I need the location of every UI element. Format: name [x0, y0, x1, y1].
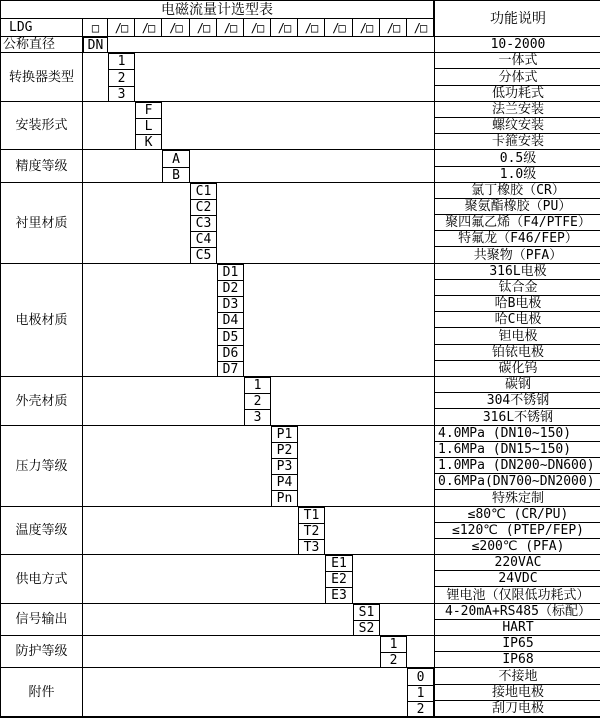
function-cell: 220VAC: [434, 555, 600, 571]
function-cell: 接地电极: [434, 685, 600, 701]
code-cell: S2: [353, 620, 380, 636]
function-cell: 法兰安装: [434, 102, 600, 118]
function-cell: 1.0MPa (DN200~DN600): [434, 458, 600, 474]
code-cell: T2: [298, 523, 325, 539]
code-cell: D3: [217, 296, 244, 312]
blank-cell: [271, 377, 434, 426]
code-cell: Pn: [271, 490, 298, 507]
function-cell: 304不锈钢: [434, 393, 600, 409]
function-cell: 不接地: [434, 668, 600, 685]
function-cell: 钛合金: [434, 280, 600, 296]
function-cell: IP68: [434, 652, 600, 668]
category-cell: 附件: [1, 668, 83, 717]
code-cell: D2: [217, 280, 244, 296]
blank-cell: [83, 264, 217, 377]
function-cell: 钽电极: [434, 328, 600, 345]
function-cell: 聚四氟乙烯（F4/PTFE）: [434, 215, 600, 231]
category-cell: 转换器类型: [1, 53, 83, 102]
code-cell: C5: [190, 247, 217, 264]
code-slot-box: /□: [353, 19, 380, 37]
blank-cell: [83, 507, 298, 555]
code-slot-box: /□: [325, 19, 353, 37]
function-cell: 氯丁橡胶（CR）: [434, 183, 600, 199]
function-cell: 1.6MPa (DN15~150): [434, 442, 600, 458]
category-cell: 电极材质: [1, 264, 83, 377]
code-cell: T3: [298, 539, 325, 555]
code-cell: 3: [244, 409, 271, 426]
code-cell: 1: [380, 636, 407, 652]
code-cell: 2: [380, 652, 407, 668]
blank-cell: [353, 555, 434, 604]
function-cell: 碳钢: [434, 377, 600, 393]
function-cell: 碳化钨: [434, 361, 600, 377]
code-cell: 1: [244, 377, 271, 393]
code-cell: A: [162, 150, 190, 167]
blank-cell: [298, 426, 434, 507]
function-cell: 316L电极: [434, 264, 600, 280]
code-cell: D6: [217, 345, 244, 361]
page-title: 电磁流量计选型表: [1, 1, 434, 19]
function-cell: ≤80℃ (CR/PU): [434, 507, 600, 523]
category-cell: 精度等级: [1, 150, 83, 183]
code-slot-box: /□: [108, 19, 135, 37]
code-cell: D5: [217, 328, 244, 345]
blank-cell: [108, 37, 434, 53]
blank-cell: [83, 604, 353, 636]
code-cell: P1: [271, 426, 298, 442]
code-cell: 2: [244, 393, 271, 409]
code-cell: L: [135, 118, 162, 134]
function-cell: 哈C电极: [434, 312, 600, 328]
function-cell: 特殊定制: [434, 490, 600, 507]
blank-cell: [325, 507, 434, 555]
function-cell: 卡箍安装: [434, 134, 600, 150]
code-slot-box: /□: [135, 19, 162, 37]
category-cell: 防护等级: [1, 636, 83, 668]
function-cell: HART: [434, 620, 600, 636]
blank-cell: [83, 636, 380, 668]
blank-cell: [83, 668, 407, 717]
code-slot-box: /□: [217, 19, 244, 37]
category-cell: 温度等级: [1, 507, 83, 555]
code-cell: T1: [298, 507, 325, 523]
category-cell: 安装形式: [1, 102, 83, 150]
function-cell: ≤120℃ (PTEP/FEP): [434, 523, 600, 539]
function-cell: 分体式: [434, 69, 600, 86]
code-cell: C1: [190, 183, 217, 199]
category-cell: 公称直径: [1, 37, 83, 53]
code-cell: E2: [325, 571, 353, 587]
function-cell: 锂电池（仅限低功耗式）: [434, 587, 600, 604]
blank-cell: [135, 53, 434, 102]
blank-cell: [83, 426, 271, 507]
code-cell: C2: [190, 199, 217, 215]
blank-cell: [83, 150, 162, 183]
code-cell: 3: [108, 86, 135, 102]
code-cell: D1: [217, 264, 244, 280]
code-cell: E1: [325, 555, 353, 571]
category-cell: 衬里材质: [1, 183, 83, 264]
category-cell: 压力等级: [1, 426, 83, 507]
function-cell: 1.0级: [434, 167, 600, 183]
code-cell: B: [162, 167, 190, 183]
function-cell: 10-2000: [434, 37, 600, 53]
function-cell: 共聚物（PFA）: [434, 247, 600, 264]
code-cell: D4: [217, 312, 244, 328]
code-cell: 0: [407, 668, 434, 685]
blank-cell: [83, 102, 135, 150]
function-column-header: 功能说明: [434, 1, 600, 37]
code-cell: P2: [271, 442, 298, 458]
code-cell: D7: [217, 361, 244, 377]
function-cell: 0.6MPa(DN700~DN2000): [434, 474, 600, 490]
code-slot-box: /□: [380, 19, 407, 37]
category-cell: 信号输出: [1, 604, 83, 636]
function-cell: 螺纹安装: [434, 118, 600, 134]
blank-cell: [380, 604, 434, 636]
blank-cell: [244, 264, 434, 377]
code-slot-box: /□: [162, 19, 190, 37]
blank-cell: [83, 377, 244, 426]
function-cell: 刮刀电极: [434, 701, 600, 717]
blank-cell: [190, 150, 434, 183]
blank-cell: [217, 183, 434, 264]
blank-cell: [83, 53, 108, 102]
blank-cell: [407, 636, 434, 668]
blank-cell: [83, 555, 325, 604]
code-slot-box: /□: [244, 19, 271, 37]
function-cell: IP65: [434, 636, 600, 652]
code-cell: 2: [407, 701, 434, 717]
code-cell: 1: [108, 53, 135, 69]
function-cell: 铂铱电极: [434, 345, 600, 361]
function-cell: 24VDC: [434, 571, 600, 587]
function-cell: 4-20mA+RS485（标配）: [434, 604, 600, 620]
function-cell: 低功耗式: [434, 86, 600, 102]
code-cell: E3: [325, 587, 353, 604]
function-cell: 316L不锈钢: [434, 409, 600, 426]
code-slot-box: /□: [190, 19, 217, 37]
code-slot-box: /□: [271, 19, 298, 37]
function-cell: 0.5级: [434, 150, 600, 167]
model-prefix: LDG: [1, 19, 83, 37]
dn-slot-box: □: [83, 19, 108, 37]
blank-cell: [162, 102, 434, 150]
code-cell: K: [135, 134, 162, 150]
function-cell: ≤200℃ (PFA): [434, 539, 600, 555]
code-cell: S1: [353, 604, 380, 620]
code-cell: C4: [190, 231, 217, 247]
code-cell: P4: [271, 474, 298, 490]
function-cell: 聚氨酯橡胶（PU）: [434, 199, 600, 215]
code-cell: P3: [271, 458, 298, 474]
code-cell: C3: [190, 215, 217, 231]
blank-cell: [83, 183, 190, 264]
function-cell: 哈B电极: [434, 296, 600, 312]
code-cell: DN: [83, 37, 108, 53]
code-cell: 2: [108, 69, 135, 86]
category-cell: 供电方式: [1, 555, 83, 604]
function-cell: 4.0MPa (DN10~150): [434, 426, 600, 442]
code-slot-box: /□: [298, 19, 325, 37]
function-cell: 特氟龙（F46/FEP）: [434, 231, 600, 247]
code-cell: F: [135, 102, 162, 118]
category-cell: 外壳材质: [1, 377, 83, 426]
code-cell: 1: [407, 685, 434, 701]
function-cell: 一体式: [434, 53, 600, 69]
code-slot-box: /□: [407, 19, 434, 37]
